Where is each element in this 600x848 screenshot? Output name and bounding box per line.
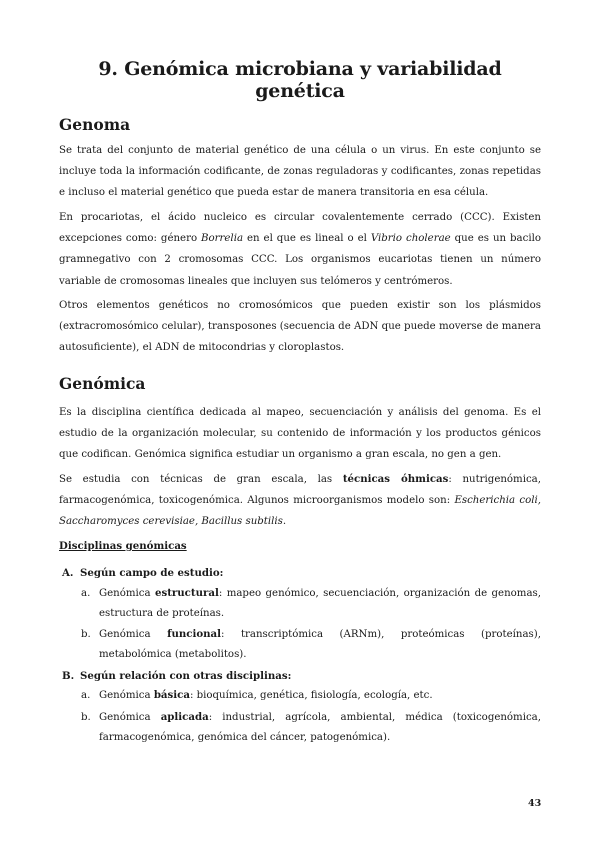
bold-term: técnicas óhmicas: [342, 473, 449, 485]
section-heading-genoma: Genoma: [59, 115, 131, 134]
list-item: [81, 686, 541, 706]
section-heading-genomica: Genómica: [59, 374, 146, 393]
bold-term: funcional: [167, 628, 222, 640]
italic-term: Escherichia coli, Saccharomyces cerevisiae, Bacillus subtilis: [59, 495, 542, 528]
list-marker: a.: [81, 588, 91, 599]
text-span: Genómica: [99, 712, 161, 723]
list-marker: B.: [62, 670, 75, 682]
text-span: : nutrigenómica, farmacogenómica, toxicogenómica. Algunos microorganismos modelo son:: [59, 474, 541, 507]
text-span: Genómica: [99, 588, 155, 599]
bold-term: estructural: [154, 587, 219, 599]
list-marker: b.: [81, 629, 91, 640]
list-marker: a.: [81, 690, 91, 701]
italic-term: Borrelia: [201, 233, 244, 245]
subheading-disciplinas: Disciplinas genómicas: [59, 540, 187, 552]
genomica-paragraph-1: Es la disciplina científica dedicada al mapeo, secuenciación y análisis del genoma. Es el estudio de la organización molecular, su contenido de información y los productos génicos que codifican. Genómica significa estudiar un organismo a gran escala, no gen a gen.: [59, 407, 541, 461]
text-span: : transcriptómica (ARNm), proteómicas (proteínas), metabolómica (metabolitos).: [99, 629, 541, 660]
text-span: en el que es lineal o el: [243, 233, 371, 245]
list-group-a: [62, 567, 223, 579]
text-span: : industrial, agrícola, ambiental, médica (toxicogenómica, farmacogenómica, genómica del cáncer, patogenómica).: [99, 712, 541, 743]
genoma-paragraph-1: Se trata del conjunto de material genético de una célula o un virus. En este conjunto se incluye toda la información codificante, de zonas reguladoras y codificantes, zonas repetidas e incluso el material genético que pueda estar de manera transitoria en esa célula.: [59, 145, 541, 199]
text-span: Genómica: [99, 629, 168, 640]
text-span: Se estudia con técnicas de gran escala, las: [59, 474, 343, 485]
list-group-label: Según campo de estudio:: [80, 567, 224, 579]
chapter-title: 9. Genómica microbiana y variabilidad genética: [98, 58, 502, 102]
text-span: que es un bacilo gramnegativo con 2 cromosomas CCC. Los organismos eucariotas tienen un número variable de cromosomas lineales que incluyen sus telómeros y centrómeros.: [59, 233, 541, 287]
list-item: [81, 708, 541, 747]
text-span: Genómica: [99, 690, 154, 701]
genoma-paragraph-3: Otros elementos genéticos no cromosómicos que pueden existir son los plásmidos (extracromosómico celular), transposones (secuencia de ADN que puede moverse de manera autosuficiente), el ADN de mitocondrias y cloroplastos.: [59, 300, 541, 354]
list-marker: A.: [62, 567, 74, 579]
genoma-paragraph-2: [59, 207, 541, 292]
text-span: .: [282, 516, 287, 528]
text-span: : bioquímica, genética, fisiología, ecología, etc.: [189, 690, 433, 701]
bold-term: básica: [153, 689, 190, 701]
list-group-label: Según relación con otras disciplinas:: [80, 670, 292, 682]
text-span: : mapeo genómico, secuenciación, organización de genomas, estructura de proteínas.: [99, 588, 541, 619]
list-item: [81, 625, 541, 664]
genomica-paragraph-2: [59, 469, 541, 533]
bold-term: aplicada: [160, 711, 209, 723]
italic-term: Vibrio cholerae: [370, 233, 451, 245]
list-item: [81, 584, 541, 623]
list-group-b: [62, 670, 291, 682]
page-number: 43: [528, 798, 542, 809]
text-span: En procariotas, el ácido nucleico es circular covalentemente cerrado (CCC). Existen excepciones como: género: [59, 212, 541, 245]
list-marker: b.: [81, 712, 91, 723]
